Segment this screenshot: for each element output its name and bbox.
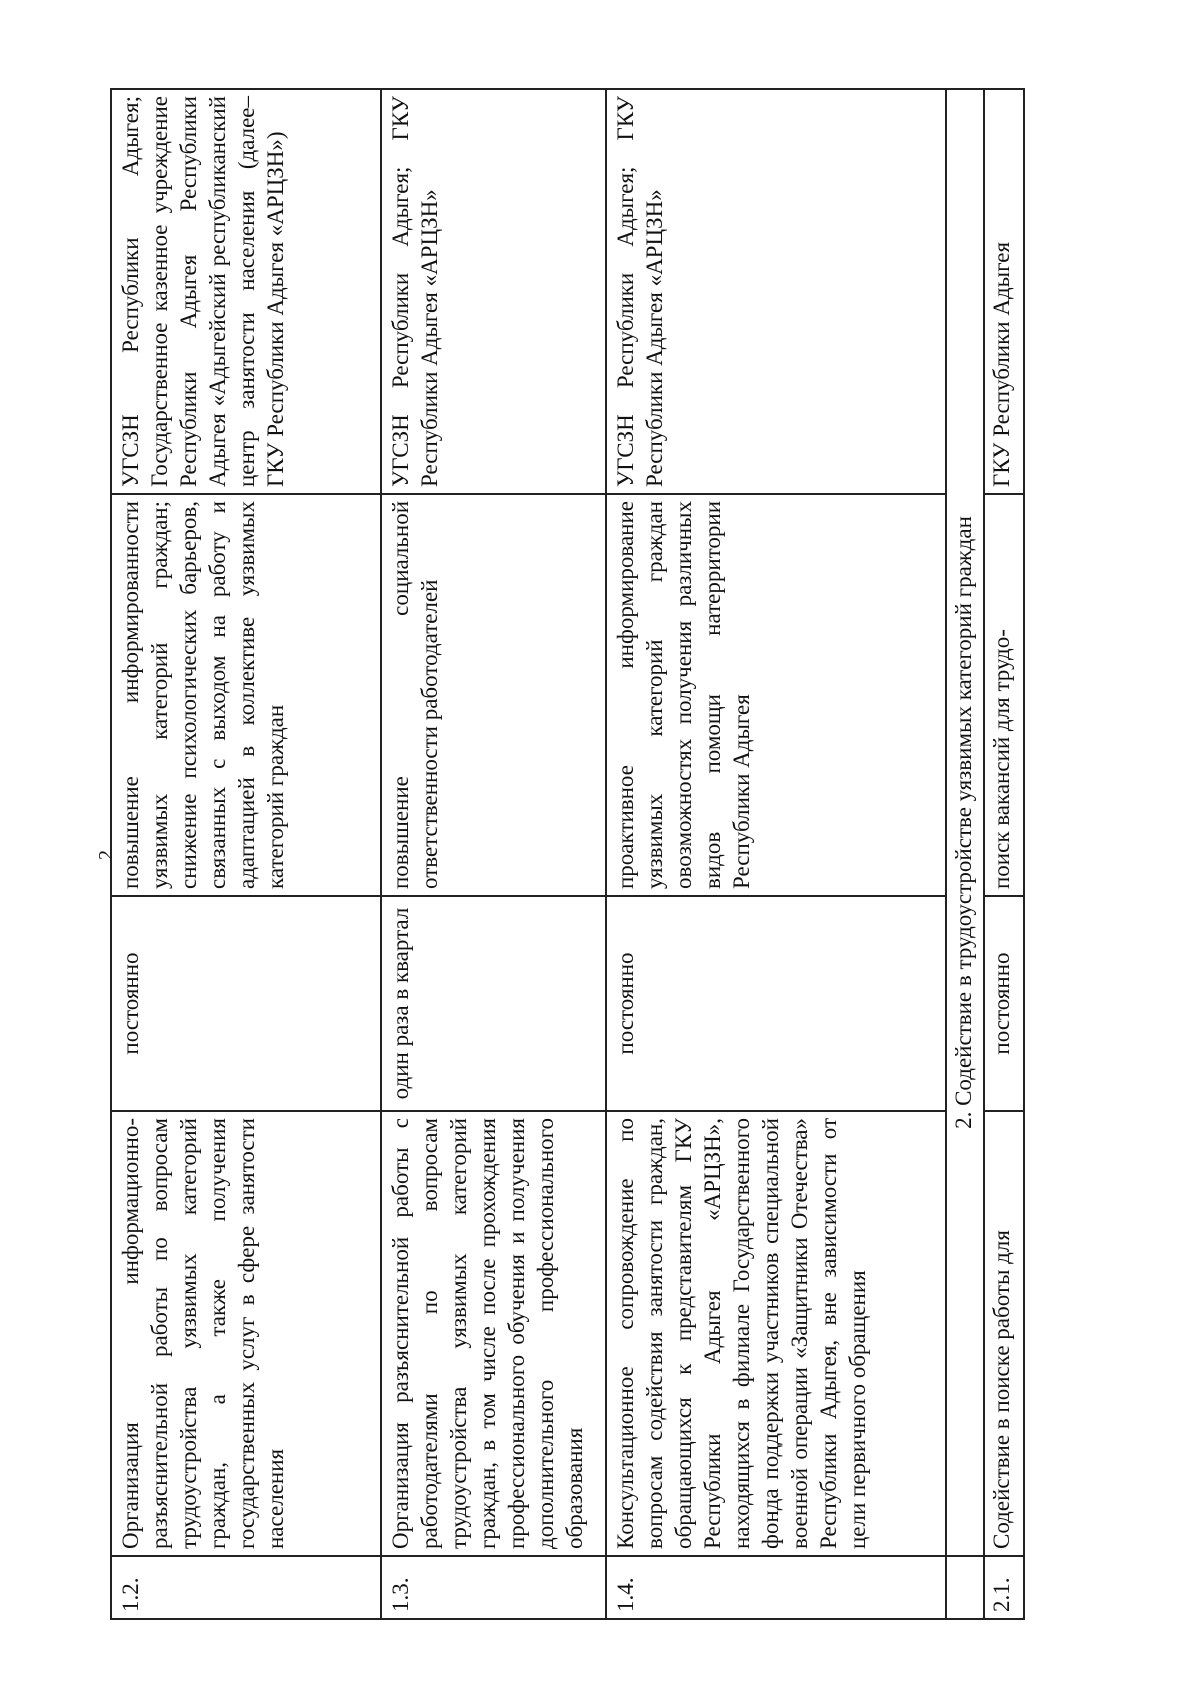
responsible-cell: ГКУ Республики Адыгея <box>984 89 1024 494</box>
table-row <box>984 89 1024 1619</box>
responsible-cell: УГСЗН Республики Адыгея; ГКУ Республики Адыгея «АРЦЗН» <box>606 89 946 494</box>
table-row <box>381 89 606 1619</box>
period-cell: постоянно <box>111 896 381 1111</box>
responsible-cell: УГСЗН Республики Адыгея; ГКУ Республики Адыгея «АРЦЗН» <box>381 89 606 494</box>
result-cell: поиск вакансий для трудо- <box>984 494 1024 896</box>
result-cell: проактивное информирование уязвимых категорий граждан овозможностях получения различных видов помощи натерритории Республики Адыгея <box>606 494 946 896</box>
responsible-cell: УГСЗН Республики Адыгея; Государственное казенное учреждение Республики Адыгея Республики Адыгея «Адыгейский республиканский центр занятости населения (далее– ГКУ Республики Адыгея «АРЦЗН») <box>111 89 381 494</box>
period-cell: постоянно <box>984 896 1024 1111</box>
table-rotated-container <box>110 90 1090 1620</box>
row-number: 1.3. <box>381 1556 606 1619</box>
row-number: 1.2. <box>111 1556 381 1619</box>
section-title: 2. Содействие в трудоустройстве уязвимых категорий граждан <box>946 89 984 1556</box>
activity-cell: Консультационное сопровождение по вопросам содействия занятости граждан, обращающихся к представителям ГКУ Республики Адыгея «АРЦЗН», находящихся в филиале Государственного фонда поддержки участников специальной военной операции «Защитники Отечества» Республики Адыгея, вне зависимости от цели первичного обращения <box>606 1111 946 1556</box>
row-number: 1.4. <box>606 1556 946 1619</box>
section-number-cell <box>946 1556 984 1619</box>
activity-cell: Организация информационно-разъяснительной работы по вопросам трудоустройства уязвимых категорий граждан, а также получения государственных услуг в сфере занятости населения <box>111 1111 381 1556</box>
result-cell: повышение информированности уязвимых категорий граждан; снижение психологических барьеров, связанных с выходом на работу и адаптацией в коллективе уязвимых категорий граждан <box>111 494 381 896</box>
section-header-row <box>946 89 984 1619</box>
table-row <box>606 89 946 1619</box>
measures-table <box>110 88 1025 1620</box>
period-cell: постоянно <box>606 896 946 1111</box>
row-number: 2.1. <box>984 1556 1024 1619</box>
activity-cell: Организация разъяснительной работы с работодателями по вопросам трудоустройства уязвимых категорий граждан, в том числе после прохождения профессионального обучения и получения дополнительного профессионального образования <box>381 1111 606 1556</box>
period-cell: один раза в квартал <box>381 896 606 1111</box>
activity-cell: Содействие в поиске работы для <box>984 1111 1024 1556</box>
table-row <box>111 89 381 1619</box>
page-number: 2 <box>95 850 117 860</box>
result-cell: повышение социальной ответственности работодателей <box>381 494 606 896</box>
